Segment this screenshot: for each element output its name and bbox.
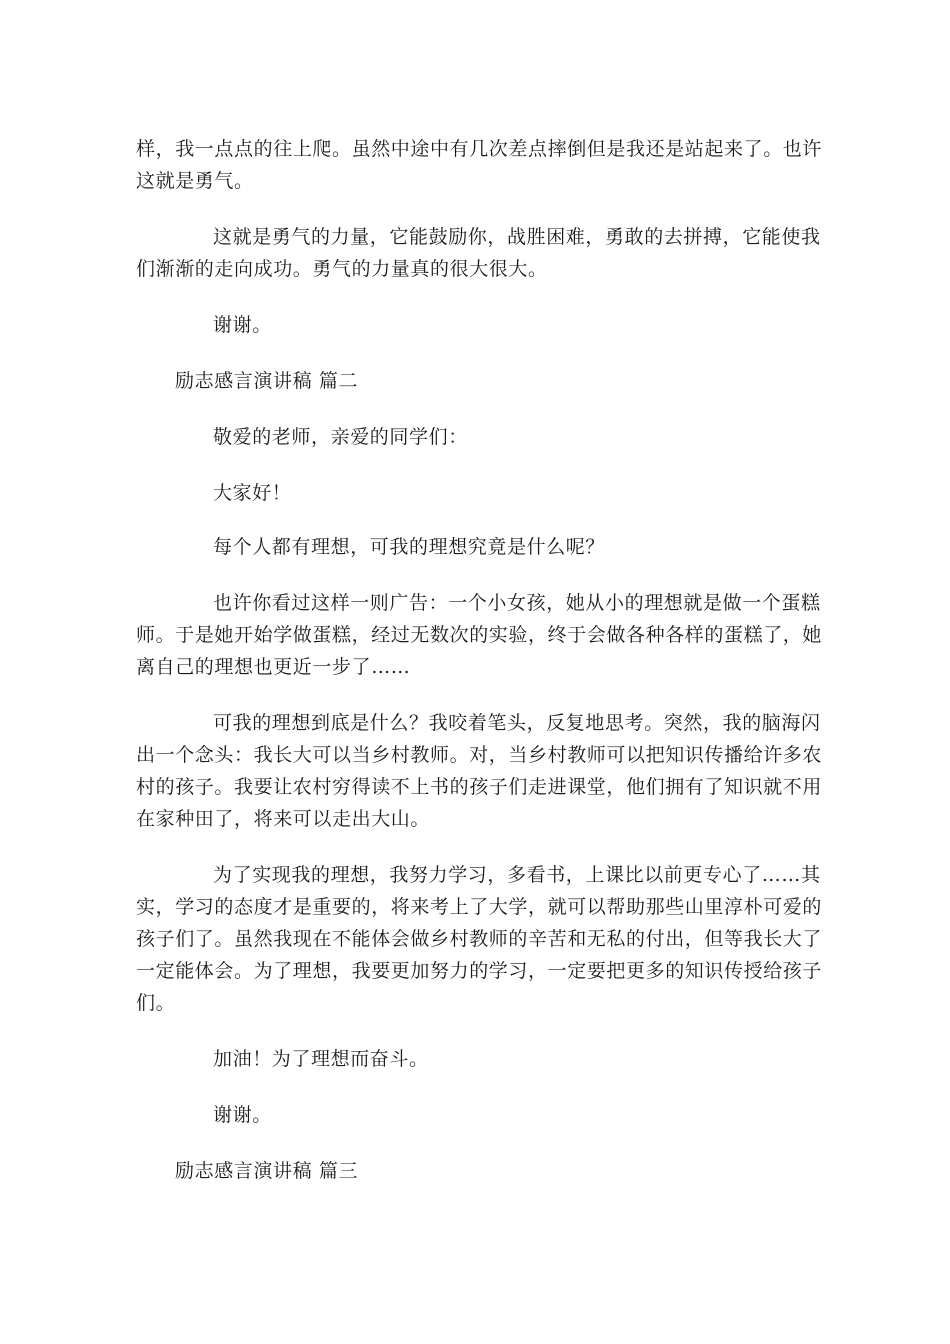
- paragraph-line: 们。: [136, 992, 176, 1014]
- paragraph-line: 样，我一点点的往上爬。虽然中途中有几次差点摔倒但是我还是站起来了。也许: [136, 138, 823, 160]
- closing-line: 谢谢。: [213, 314, 272, 336]
- paragraph-line: 加油！为了理想而奋斗。: [213, 1048, 429, 1070]
- closing-line: 谢谢。: [213, 1104, 272, 1126]
- salutation-line: 敬爱的老师，亲爱的同学们：: [213, 426, 468, 448]
- paragraph-line: 可我的理想到底是什么？我咬着笔头，反复地思考。突然，我的脑海闪: [213, 712, 821, 734]
- paragraph-line: 离自己的理想也更近一步了……: [136, 656, 411, 678]
- section-heading: 励志感言演讲稿 篇三: [175, 1160, 359, 1182]
- paragraph-line: 师。于是她开始学做蛋糕，经过无数次的实验，终于会做各种各样的蛋糕了，她: [136, 624, 823, 646]
- paragraph-line: 村的孩子。我要让农村穷得读不上书的孩子们走进课堂，他们拥有了知识就不用: [136, 776, 823, 798]
- paragraph-line: 孩子们了。虽然我现在不能体会做乡村教师的辛苦和无私的付出，但等我长大了: [136, 928, 823, 950]
- paragraph-line: 实，学习的态度才是重要的，将来考上了大学，就可以帮助那些山里淳朴可爱的: [136, 896, 823, 918]
- paragraph-line: 们渐渐的走向成功。勇气的力量真的很大很大。: [136, 258, 548, 280]
- paragraph-line: 为了实现我的理想，我努力学习，多看书，上课比以前更专心了……其: [213, 864, 821, 886]
- paragraph-line: 这就是勇气的力量，它能鼓励你，战胜困难，勇敢的去拼搏，它能使我: [213, 226, 821, 248]
- paragraph-line: 出一个念头：我长大可以当乡村教师。对，当乡村教师可以把知识传播给许多农: [136, 744, 823, 766]
- paragraph-line: 这就是勇气。: [136, 170, 254, 192]
- paragraph-line: 每个人都有理想，可我的理想究竟是什么呢？: [213, 536, 606, 558]
- section-heading: 励志感言演讲稿 篇二: [175, 370, 359, 392]
- paragraph-line: 也许你看过这样一则广告：一个小女孩，她从小的理想就是做一个蛋糕: [213, 592, 821, 614]
- greeting-line: 大家好！: [213, 482, 292, 504]
- paragraph-line: 在家种田了，将来可以走出大山。: [136, 808, 431, 830]
- paragraph-line: 一定能体会。为了理想，我要更加努力的学习，一定要把更多的知识传授给孩子: [136, 960, 823, 982]
